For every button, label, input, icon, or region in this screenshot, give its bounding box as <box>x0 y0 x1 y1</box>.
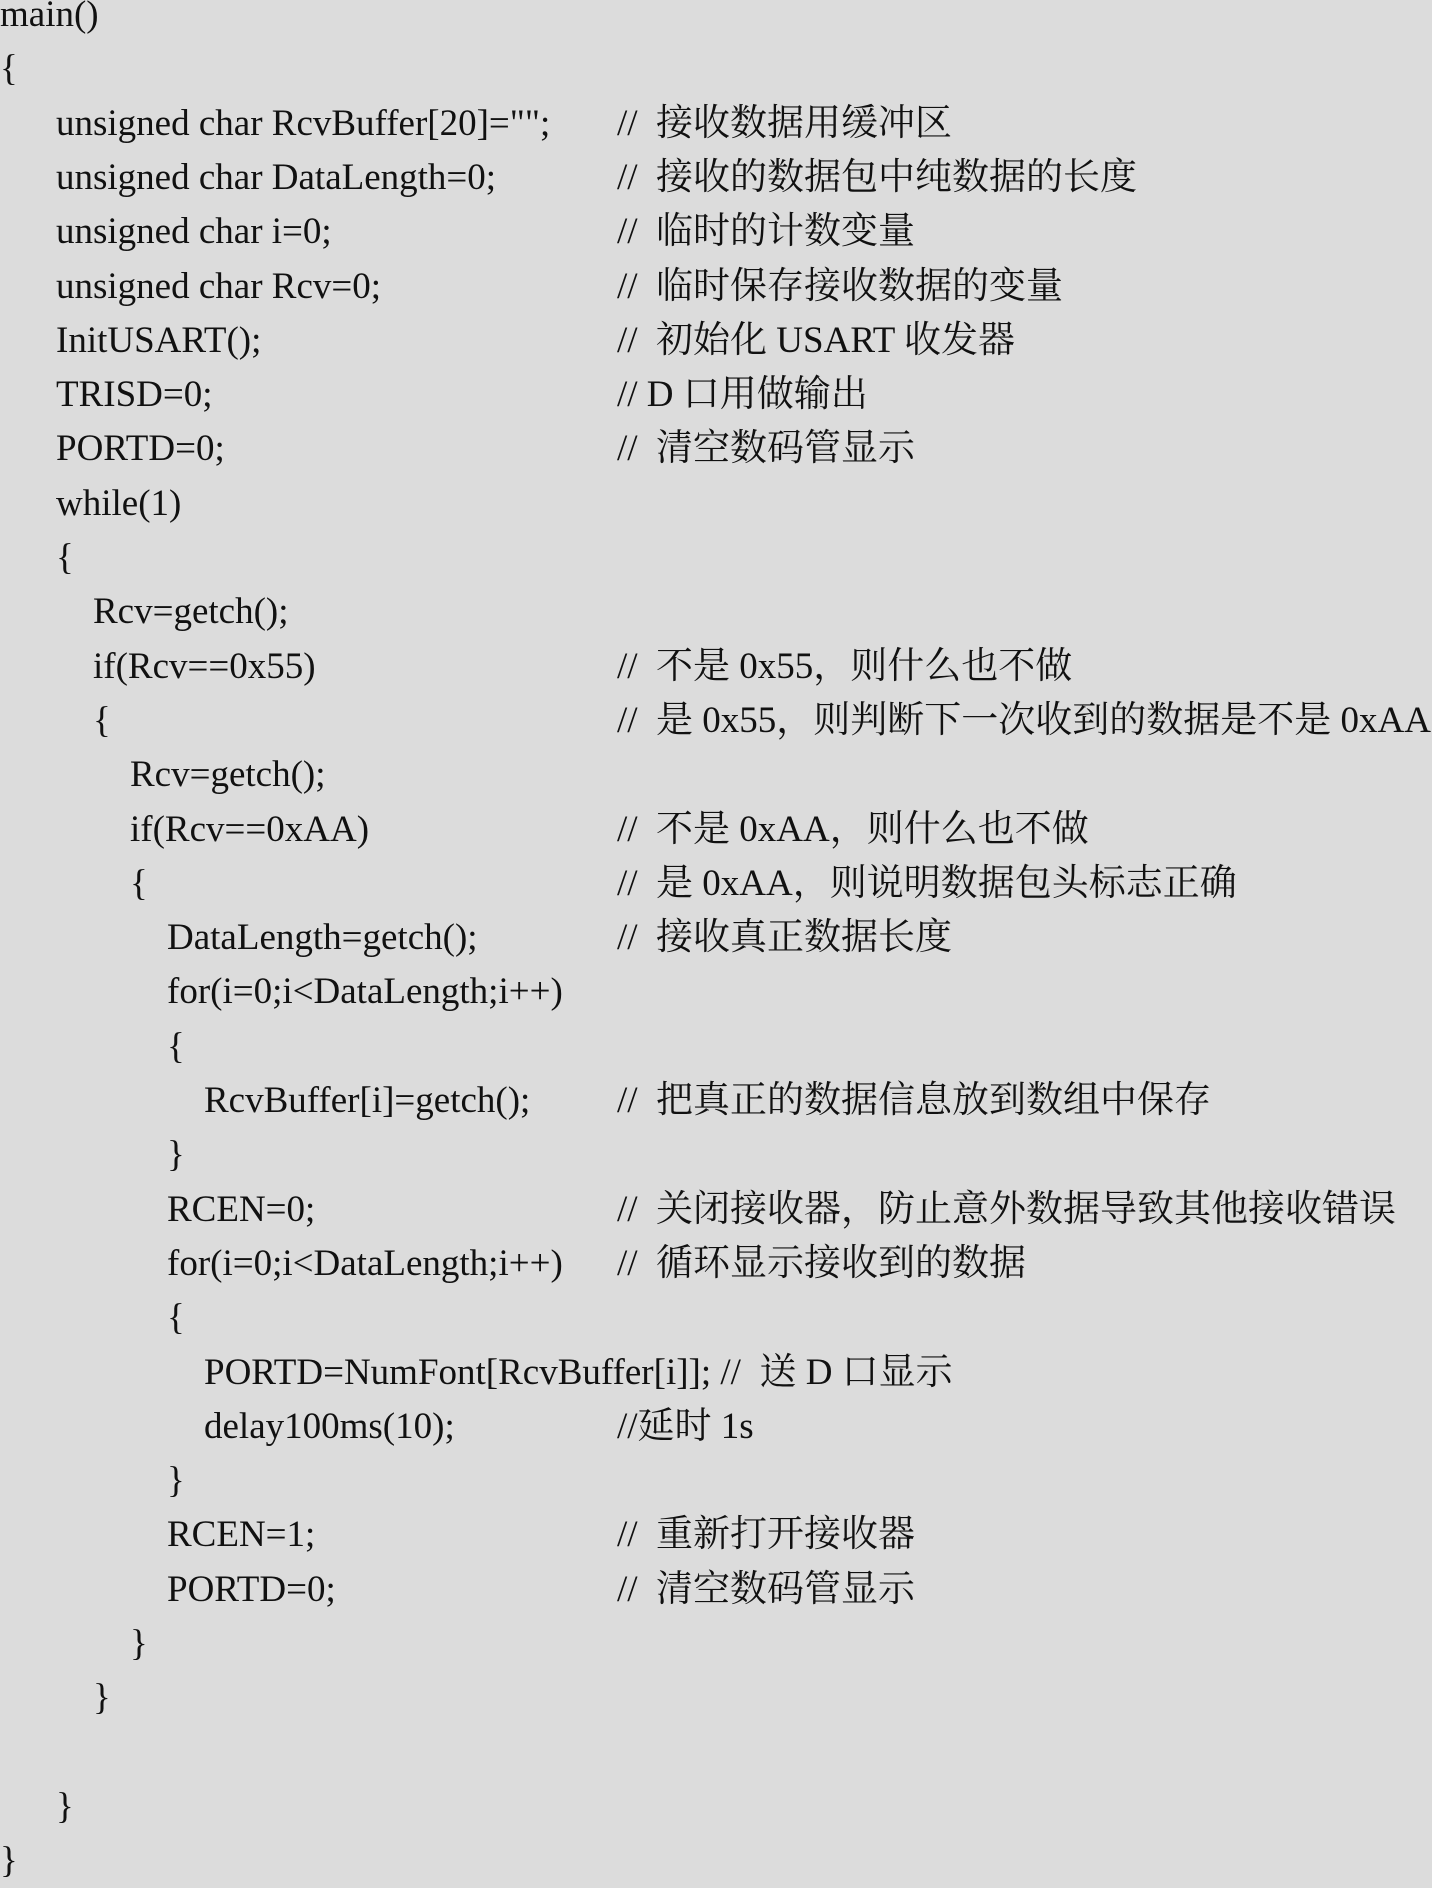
code-line <box>0 640 1432 694</box>
code-comment: // 不是 0xAA，则什么也不做 <box>617 808 1089 850</box>
code-line <box>0 260 1432 314</box>
code-text: } <box>167 1460 185 1502</box>
code-line <box>0 911 1432 965</box>
code-comment: // 接收的数据包中纯数据的长度 <box>617 156 1138 198</box>
code-text: PORTD=0; <box>167 1568 336 1610</box>
code-line <box>0 1346 1432 1400</box>
code-text: unsigned char Rcv=0; <box>56 265 382 307</box>
code-comment: // 循环显示接收到的数据 <box>617 1242 1027 1284</box>
code-text: { <box>167 1025 185 1067</box>
code-text: RCEN=0; <box>167 1188 316 1230</box>
code-text: if(Rcv==0x55) <box>93 645 316 687</box>
code-line <box>0 1237 1432 1291</box>
code-line <box>0 1726 1432 1780</box>
code-text: DataLength=getch(); <box>167 917 478 959</box>
code-line <box>0 1780 1432 1834</box>
code-line <box>0 1074 1432 1128</box>
code-line <box>0 1183 1432 1237</box>
code-comment: // 不是 0x55，则什么也不做 <box>617 645 1073 687</box>
code-text: unsigned char RcvBuffer[20]=""; <box>56 102 551 144</box>
code-line <box>0 42 1432 96</box>
code-text: main() <box>0 0 99 35</box>
code-text: } <box>167 1134 185 1176</box>
code-line <box>0 857 1432 911</box>
code-text: { <box>0 48 18 90</box>
code-text: unsigned char DataLength=0; <box>56 156 497 198</box>
code-comment: // 临时保存接收数据的变量 <box>617 265 1064 307</box>
code-text: InitUSART(); <box>56 319 262 361</box>
code-text: Rcv=getch(); <box>130 754 326 796</box>
code-text: { <box>93 699 111 741</box>
code-comment: // 把真正的数据信息放到数组中保存 <box>617 1080 1212 1121</box>
code-line <box>0 1454 1432 1508</box>
code-comment: // 关闭接收器，防止意外数据导致其他接收错误 <box>617 1188 1397 1230</box>
code-text: } <box>56 1785 74 1827</box>
code-line <box>0 1400 1432 1454</box>
code-text: PORTD=NumFont[RcvBuffer[i]]; // 送 D 口显示 <box>204 1351 953 1393</box>
code-text: { <box>167 1297 185 1339</box>
code-text: { <box>130 862 148 904</box>
code-text: delay100ms(10); <box>204 1405 455 1447</box>
code-line <box>0 1563 1432 1617</box>
code-comment: // 接收真正数据长度 <box>617 917 953 959</box>
code-line <box>0 1508 1432 1562</box>
code-comment: // 是 0x55，则判断下一次收到的数据是不是 0xAA <box>617 699 1431 741</box>
code-comment: // D 口用做输出 <box>617 374 868 416</box>
code-comment: // 初始化 USART 收发器 <box>617 319 1015 361</box>
code-text: } <box>0 1840 18 1882</box>
code-text: { <box>56 537 74 578</box>
code-line <box>0 151 1432 205</box>
code-comment: //延时 1s <box>617 1405 754 1447</box>
code-line <box>0 585 1432 639</box>
code-line <box>0 314 1432 368</box>
code-line <box>0 97 1432 151</box>
code-line <box>0 748 1432 802</box>
code-line <box>0 205 1432 259</box>
code-text: TRISD=0; <box>56 374 213 416</box>
code-line <box>0 477 1432 531</box>
code-text: } <box>93 1677 111 1719</box>
code-text: if(Rcv==0xAA) <box>130 808 370 850</box>
code-comment: // 接收数据用缓冲区 <box>617 102 953 144</box>
code-text: } <box>130 1623 148 1664</box>
code-line <box>0 531 1432 585</box>
code-line <box>0 0 1432 42</box>
code-text: Rcv=getch(); <box>93 591 289 633</box>
code-text: while(1) <box>56 482 182 524</box>
code-comment: // 是 0xAA，则说明数据包头标志正确 <box>617 862 1237 904</box>
code-text: RcvBuffer[i]=getch(); <box>204 1080 531 1121</box>
code-line <box>0 694 1432 748</box>
code-comment: // 清空数码管显示 <box>617 1568 916 1610</box>
code-line <box>0 1834 1432 1888</box>
code-text: PORTD=0; <box>56 428 225 470</box>
code-line <box>0 965 1432 1019</box>
code-comment: // 清空数码管显示 <box>617 428 916 470</box>
code-comment: // 临时的计数变量 <box>617 211 916 253</box>
code-text: for(i=0;i<DataLength;i++) <box>167 971 563 1013</box>
code-line <box>0 1671 1432 1725</box>
code-text: RCEN=1; <box>167 1514 316 1556</box>
code-text: unsigned char i=0; <box>56 211 332 253</box>
code-comment: // 重新打开接收器 <box>617 1514 916 1556</box>
code-text: for(i=0;i<DataLength;i++) <box>167 1242 563 1284</box>
code-line <box>0 368 1432 422</box>
code-line <box>0 1291 1432 1345</box>
code-line <box>0 1128 1432 1182</box>
code-line <box>0 422 1432 476</box>
code-line <box>0 1617 1432 1671</box>
code-line <box>0 803 1432 857</box>
code-line <box>0 1020 1432 1074</box>
